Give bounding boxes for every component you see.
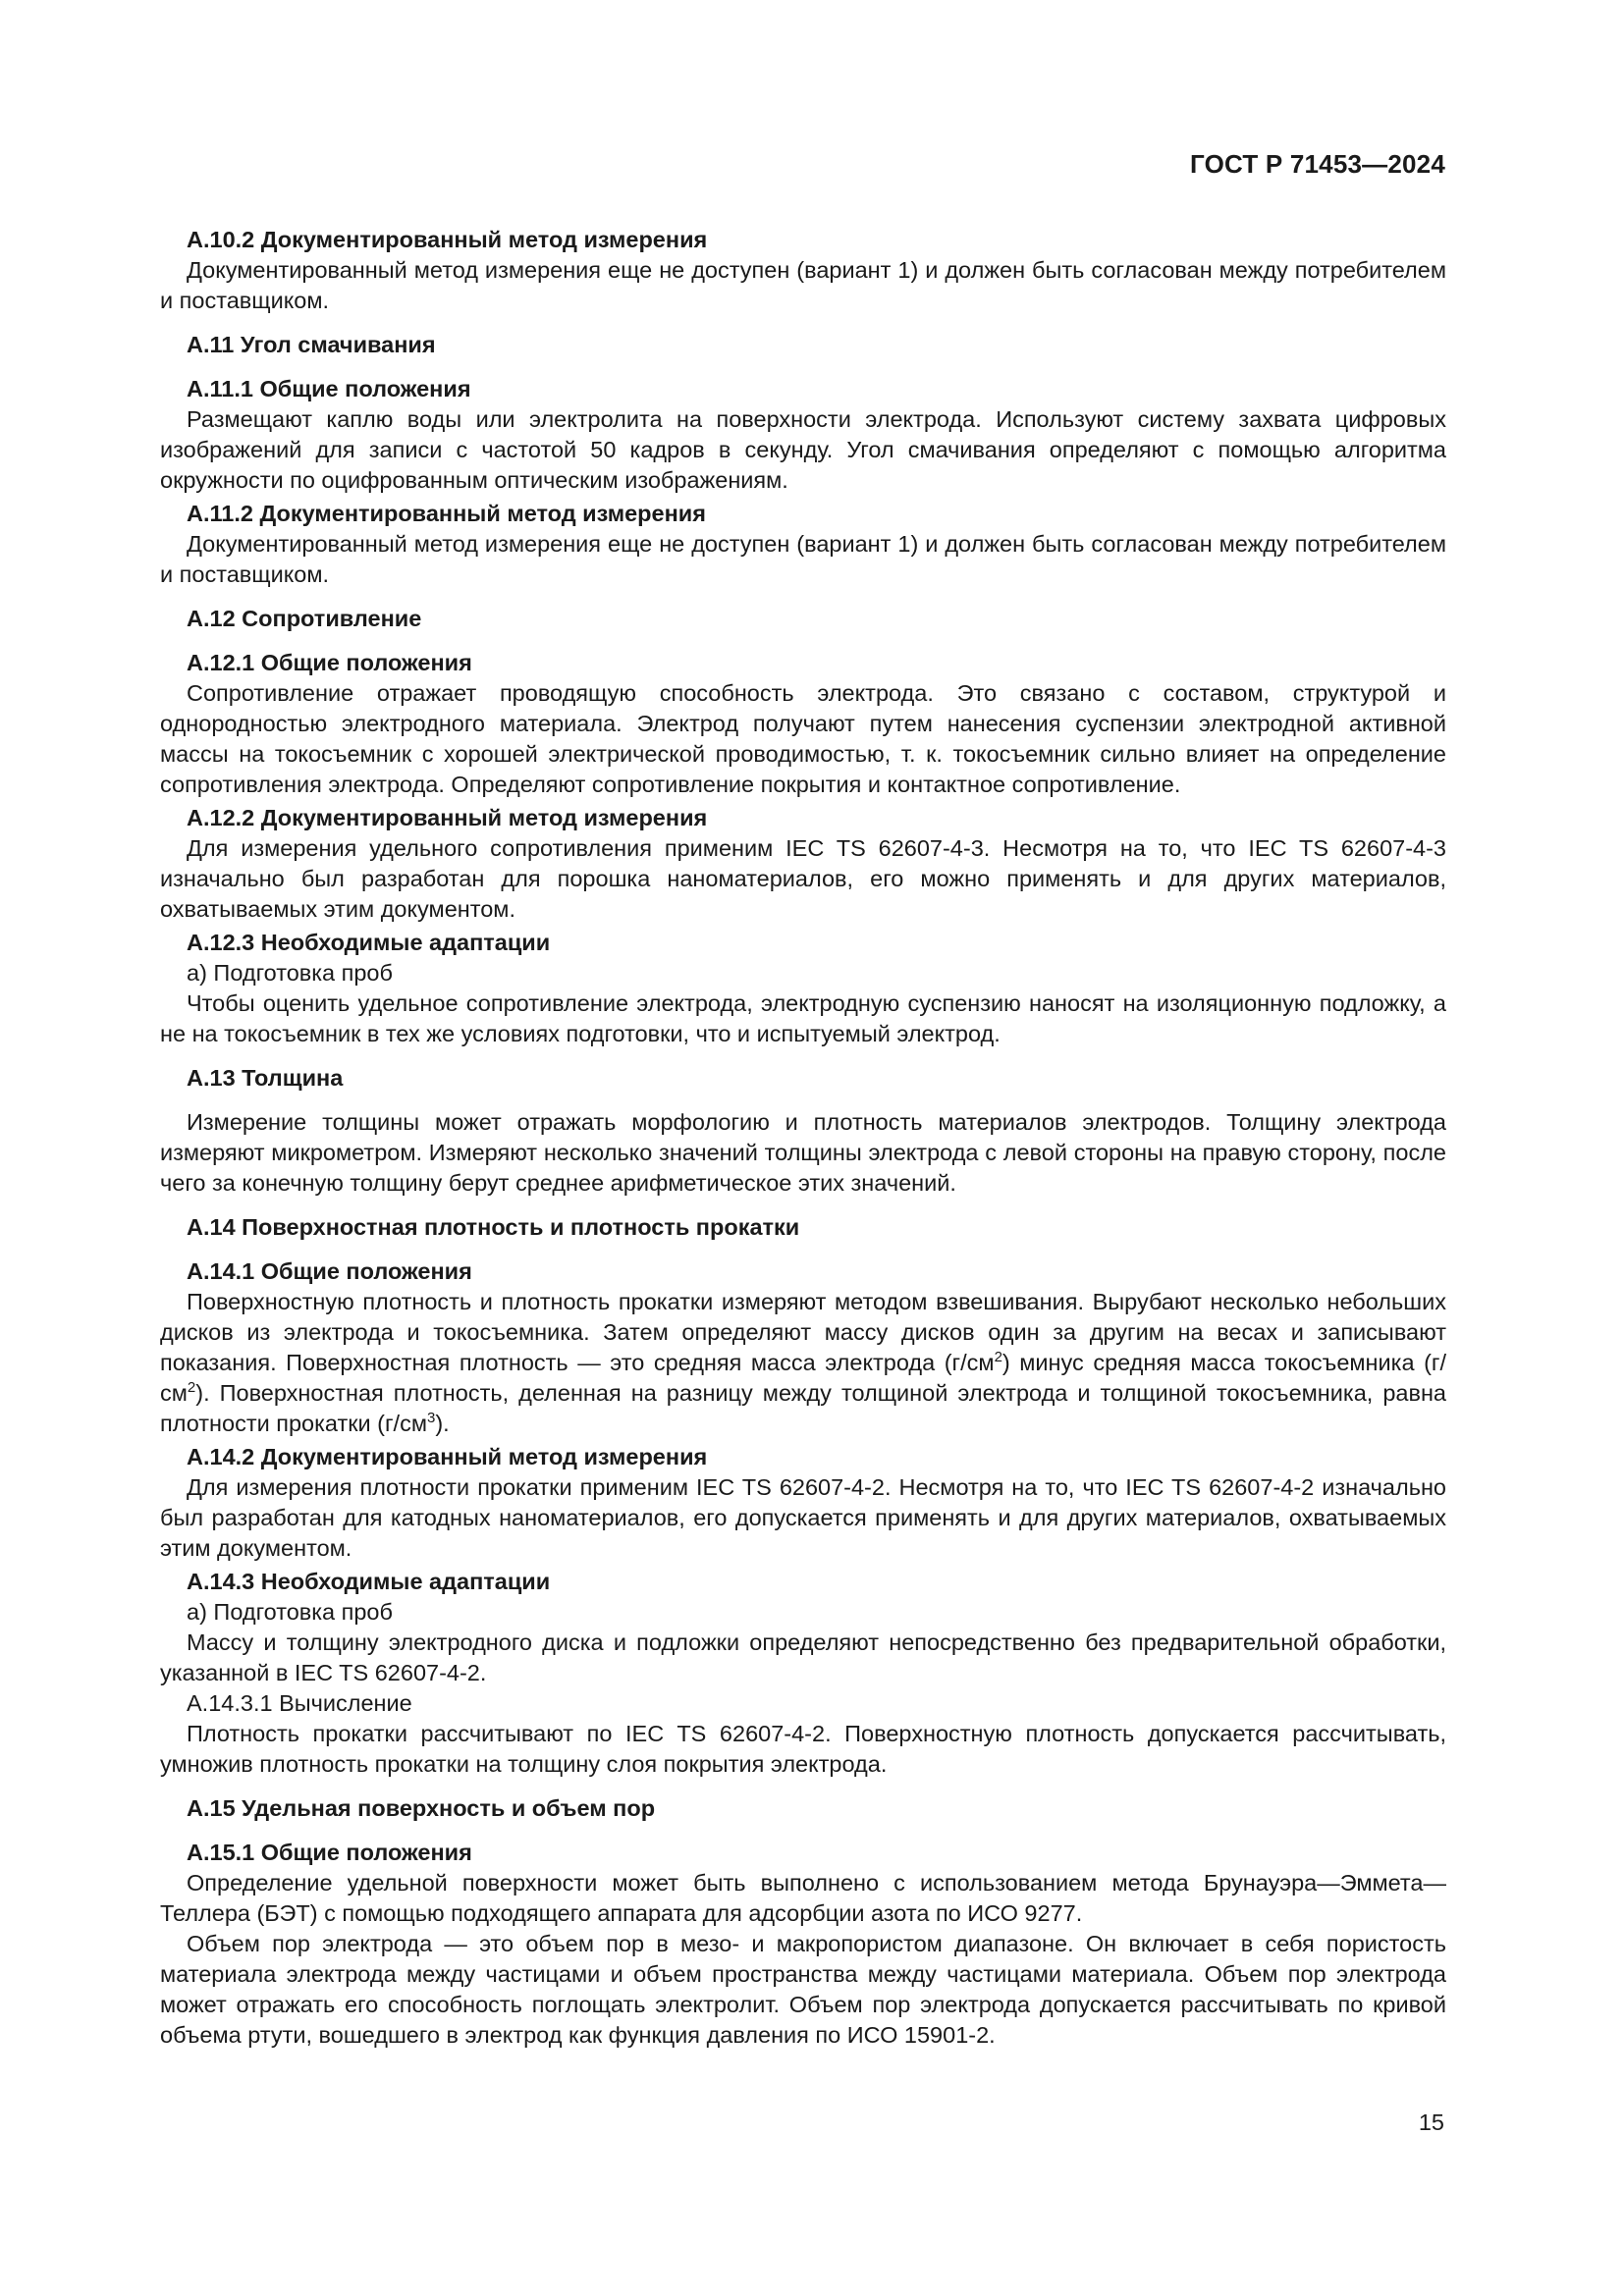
paragraph: Для измерения удельного сопротивления применим IEC TS 62607-4-3. Несмотря на то, что IEC TS 62607-4-3 изначально был разработан для порошка наноматериалов, его можно применять и для других материалов, охватываемых этим документом.: [160, 835, 1446, 922]
heading-a-14: А.14 Поверхностная плотность и плотность прокатки: [187, 1214, 800, 1240]
heading-a-10-2: А.10.2 Документированный метод измерения: [187, 227, 708, 252]
page-number: 15: [1418, 2109, 1444, 2135]
paragraph: Объем пор электрода — это объем пор в мезо- и макропористом диапазоне. Он включает в себя пористость материала электрода между частицами и объем пространства между частицами материала. Объем пор электрода может отражать его способность поглощать электролит. Объем пор электрода допускается рассчитывать по кривой объема ртути, вошедшего в электрод как функция давления по ИСО 15901-2.: [160, 1931, 1446, 2048]
list-item: а) Подготовка проб: [187, 960, 393, 986]
paragraph: Сопротивление отражает проводящую способность электрода. Это связано с составом, структурой и однородностью электродного материала. Электрод получают путем нанесения суспензии электродной активной массы на токосъемник с хорошей электрической проводимостью, т. к. токосъемник сильно влияет на определение сопротивления электрода. Определяют сопротивление покрытия и контактное сопротивление.: [160, 680, 1446, 797]
heading-a-14-2: А.14.2 Документированный метод измерения: [187, 1444, 708, 1469]
heading-a-14-3: А.14.3 Необходимые адаптации: [187, 1569, 551, 1594]
paragraph: Документированный метод измерения еще не доступен (вариант 1) и должен быть согласован между потребителем и поставщиком.: [160, 531, 1446, 587]
heading-a-12: А.12 Сопротивление: [187, 606, 422, 631]
heading-a-11: А.11 Угол смачивания: [187, 332, 436, 357]
heading-a-12-3: А.12.3 Необходимые адаптации: [187, 930, 551, 955]
heading-a-14-1: А.14.1 Общие положения: [187, 1258, 472, 1284]
document-body: [160, 225, 1446, 2051]
superscript: 2: [994, 1349, 1002, 1366]
document-code: ГОСТ Р 71453—2024: [1190, 149, 1445, 179]
paragraph: Массу и толщину электродного диска и подложки определяют непосредственно без предварительной обработки, указанной в IEC TS 62607-4-2.: [160, 1629, 1446, 1685]
heading-a-11-1: А.11.1 Общие положения: [187, 376, 471, 401]
paragraph: Плотность прокатки рассчитывают по IEC TS 62607-4-2. Поверхностную плотность допускается рассчитывать, умножив плотность прокатки на толщину слоя покрытия электрода.: [160, 1721, 1446, 1777]
paragraph-with-superscripts: [160, 1287, 1446, 1439]
paragraph: Измерение толщины может отражать морфологию и плотность материалов электродов. Толщину электрода измеряют микрометром. Измеряют несколько значений толщины электрода с левой стороны на правую сторону, после чего за конечную толщину берут среднее арифметическое этих значений.: [160, 1109, 1446, 1196]
subclause-title: А.14.3.1 Вычисление: [187, 1690, 412, 1716]
text-run: ) минус средняя масса токосъемника (г/см: [160, 1350, 1446, 1406]
paragraph: Чтобы оценить удельное сопротивление электрода, электродную суспензию наносят на изоляционную подложку, а не на токосъемник в тех же условиях подготовки, что и испытуемый электрод.: [160, 990, 1446, 1046]
text-run: Поверхностную плотность и плотность прокатки измеряют методом взвешивания. Вырубают несколько небольших дисков из электрода и токосъемника. Затем определяют массу дисков один за другим на весах и записывают показания. Поверхностная плотность — это средняя масса электрода (г/см: [160, 1289, 1446, 1375]
list-item: а) Подготовка проб: [187, 1599, 393, 1625]
paragraph: Для измерения плотности прокатки применим IEC TS 62607-4-2. Несмотря на то, что IEC TS 62607-4-2 изначально был разработан для катодных наноматериалов, его допускается применять и для других материалов, охватываемых этим документом.: [160, 1474, 1446, 1561]
heading-a-15-1: А.15.1 Общие положения: [187, 1840, 472, 1865]
heading-a-12-2: А.12.2 Документированный метод измерения: [187, 805, 708, 830]
text-run: ). Поверхностная плотность, деленная на разницу между толщиной электрода и толщиной токосъемника, равна плотности прокатки (г/см: [160, 1380, 1446, 1436]
paragraph: Документированный метод измерения еще не доступен (вариант 1) и должен быть согласован между потребителем и поставщиком.: [160, 257, 1446, 313]
superscript: 2: [187, 1379, 196, 1397]
superscript: 3: [426, 1410, 436, 1427]
paragraph: Определение удельной поверхности может быть выполнено с использованием метода Брунауэра—Эммета—Теллера (БЭТ) с помощью подходящего аппарата для адсорбции азота по ИСО 9277.: [160, 1870, 1446, 1926]
paragraph: Размещают каплю воды или электролита на поверхности электрода. Используют систему захвата цифровых изображений для записи с частотой 50 кадров в секунду. Угол смачивания определяют с помощью алгоритма окружности по оцифрованным оптическим изображениям.: [160, 406, 1446, 493]
heading-a-15: А.15 Удельная поверхность и объем пор: [187, 1795, 656, 1821]
text-run: ).: [435, 1411, 450, 1436]
heading-a-13: А.13 Толщина: [187, 1065, 344, 1091]
heading-a-11-2: А.11.2 Документированный метод измерения: [187, 501, 706, 526]
heading-a-12-1: А.12.1 Общие положения: [187, 650, 472, 675]
